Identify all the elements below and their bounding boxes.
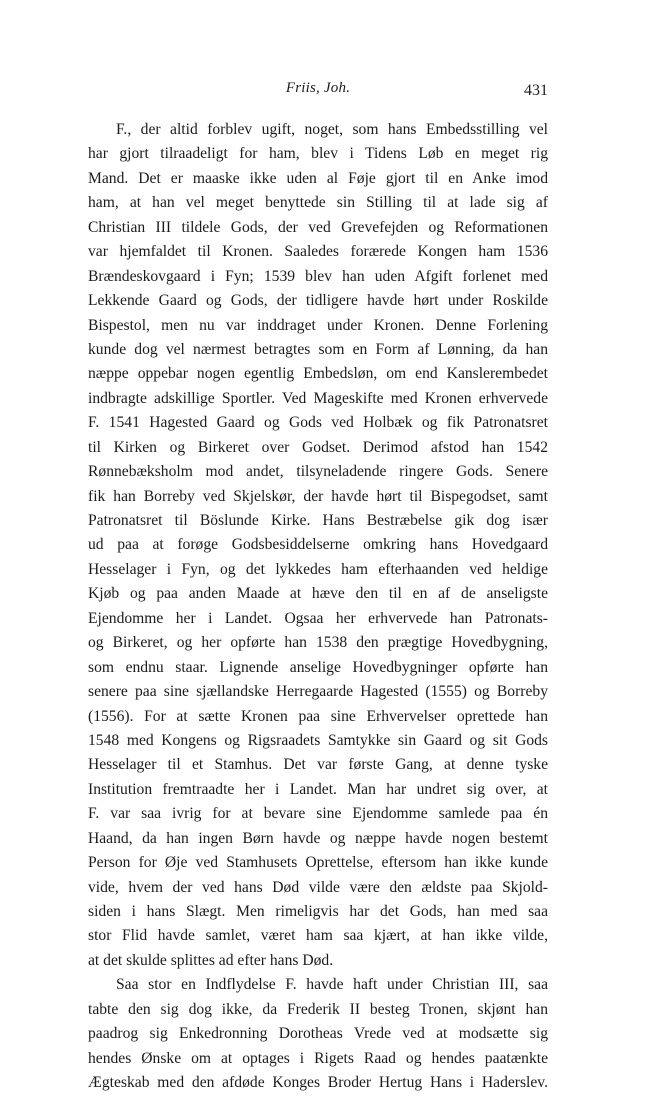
- text-line: at det skulde splittes ad efter hans Død.: [88, 951, 334, 969]
- text-line: tabte den sig dog ikke, da Frederik II besteg Tronen, skjønt han: [88, 1000, 548, 1018]
- text-line: hendes Ønske om at optages i Rigets Raad og hendes paatænkte: [88, 1049, 548, 1067]
- text-line: F. var saa ivrig for at bevare sine Ejendomme samlede paa én: [88, 805, 548, 823]
- text-line: Patronatsret til Böslunde Kirke. Hans Bestræbelse gik dog især: [88, 512, 548, 529]
- text-line: Rønnebæksholm mod andet, tilsyneladende ringere Gods. Senere: [88, 463, 548, 481]
- text-line: Hesselager til et Stamhus. Det var første Gang, at denne tyske: [88, 756, 548, 774]
- text-line: Lekkende Gaard og Gods, der tidligere havde hørt under Roskilde: [88, 292, 548, 310]
- text-line: indbragte adskillige Sportler. Ved Mageskifte med Kronen erhvervede: [88, 389, 548, 407]
- text-line: kunde dog vel nærmest betragtes som en Form af Lønning, da han: [88, 340, 548, 358]
- text-line: siden i hans Slægt. Men rimeligvis har det Gods, han med saa: [88, 903, 548, 920]
- text-line: var hjemfaldet til Kronen. Saaledes forærede Kongen ham 1536: [88, 243, 548, 261]
- text-line: paadrog sig Enkedronning Dorotheas Vrede ved at modsætte sig: [88, 1025, 548, 1043]
- text-line: næppe oppebar nogen egentlig Embedsløn, om end Kanslerembedet: [88, 365, 548, 383]
- text-line: Hesselager i Fyn, og det lykkedes ham efterhaanden ved heldige: [88, 560, 548, 578]
- running-head: [88, 80, 548, 104]
- text-line: F., der altid forblev ugift, noget, som hans Embedsstilling vel: [116, 121, 548, 138]
- text-line: stor Flid havde samlet, været ham saa kjært, at han ikke vilde,: [88, 927, 548, 945]
- page-number: 431: [524, 82, 548, 99]
- text-line: Person for Øje ved Stamhusets Oprettelse, eftersom han ikke kunde: [88, 854, 548, 872]
- body-text: [88, 118, 548, 1096]
- paragraph: [88, 973, 548, 1095]
- text-line: Saa stor en Indflydelse F. havde haft under Christian III, saa: [116, 976, 548, 994]
- paragraph: [88, 118, 548, 973]
- text-line: Ejendomme her i Landet. Ogsaa her erhvervede han Patronats-: [88, 609, 548, 627]
- text-line: Institution fremtraadte her i Landet. Man har undret sig over, at: [88, 780, 548, 798]
- text-line: Haand, da han ingen Børn havde og næppe havde nogen bestemt: [88, 829, 548, 847]
- text-line: Christian III tildele Gods, der ved Grevefejden og Reformationen: [88, 218, 548, 236]
- text-line: Bispestol, men nu var inddraget under Kronen. Denne Forlening: [88, 316, 548, 334]
- text-line: og Birkeret, og her opførte han 1538 den prægtige Hovedbygning,: [88, 634, 548, 652]
- text-line: til Kirken og Birkeret over Godset. Derimod afstod han 1542: [88, 438, 548, 456]
- text-line: har gjort tilraadeligt for ham, blev i Tidens Løb en meget rig: [88, 145, 548, 163]
- text-line: Kjøb og paa anden Maade at hæve den til en af de anseligste: [88, 585, 548, 603]
- text-line: vide, hvem der ved hans Død vilde være den ældste paa Skjold-: [88, 878, 548, 896]
- text-line: (1556). For at sætte Kronen paa sine Erhvervelser oprettede han: [88, 707, 548, 725]
- text-line: ham, at han vel meget benyttede sin Stilling til at lade sig af: [88, 194, 548, 212]
- text-line: som endnu staar. Lignende anselige Hovedbygninger opførte han: [88, 658, 548, 676]
- text-line: senere paa sine sjællandske Herregaarde Hagested (1555) og Borreby: [88, 683, 548, 701]
- text-line: ud paa at forøge Godsbesiddelserne omkring hans Hovedgaard: [88, 536, 548, 554]
- text-line: Brændeskovgaard i Fyn; 1539 blev han uden Afgift forlenet med: [88, 267, 548, 285]
- text-line: 1548 med Kongens og Rigsraadets Samtykke sin Gaard og sit Gods: [88, 731, 548, 749]
- text-line: fik han Borreby ved Skjelskør, der havde hørt til Bispegodset, samt: [88, 487, 548, 505]
- text-line: Mand. Det er maaske ikke uden al Føje gjort til en Anke imod: [88, 169, 548, 187]
- running-title: Friis, Joh.: [285, 80, 351, 96]
- text-line: F. 1541 Hagested Gaard og Gods ved Holbæk og fik Patronatsret: [88, 414, 548, 432]
- text-line: Ægteskab med den afdøde Konges Broder Hertug Hans i Haderslev.: [88, 1074, 548, 1092]
